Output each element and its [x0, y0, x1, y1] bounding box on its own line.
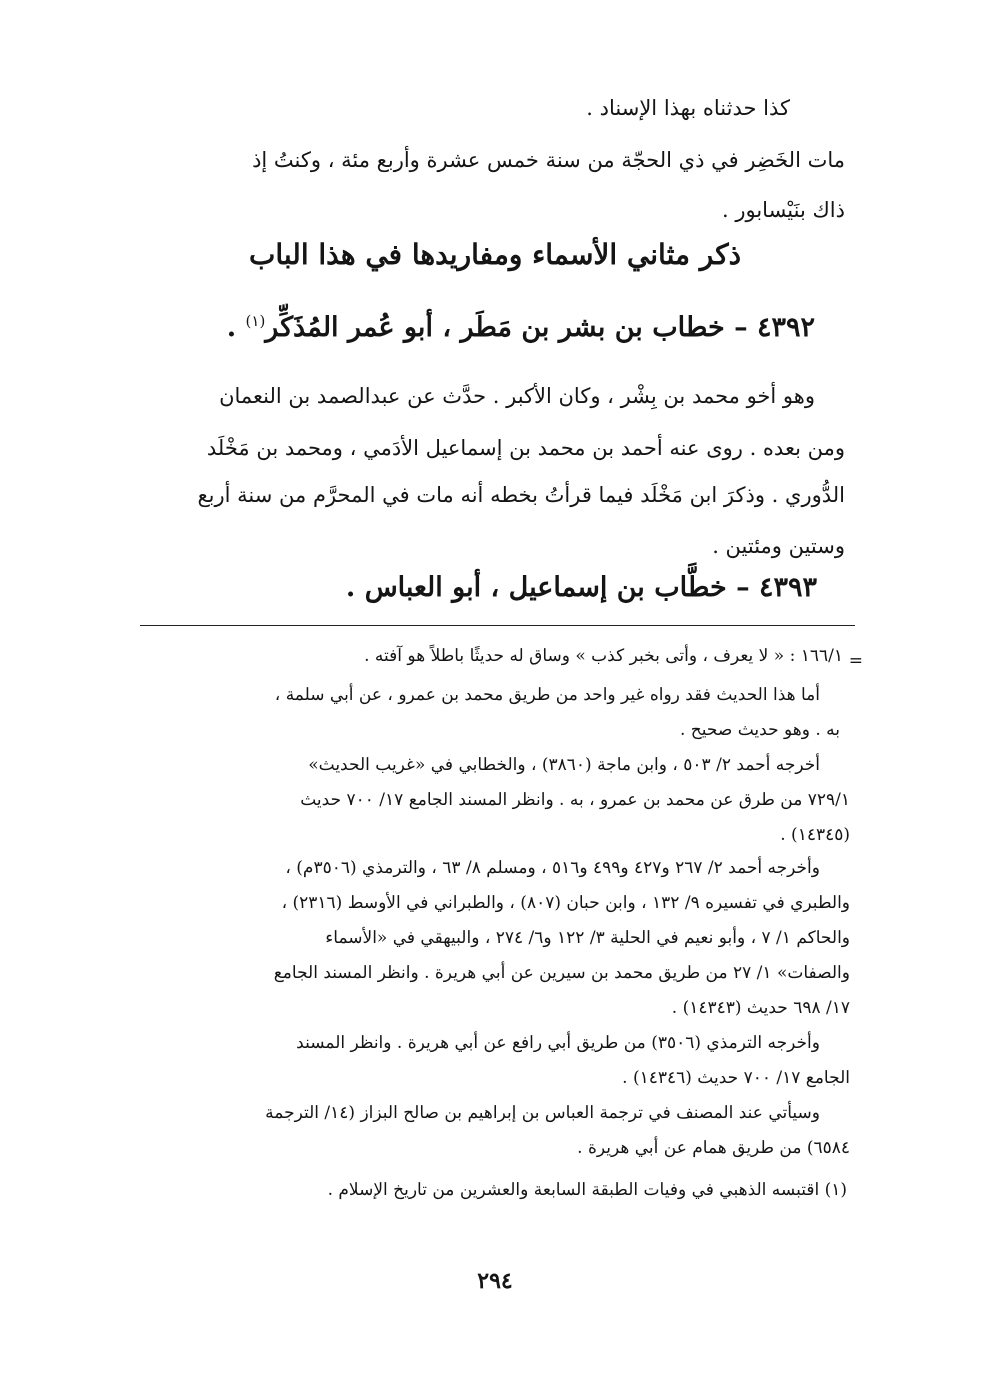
- footnote-line: (١) اقتبسه الذهبي في وفيات الطبقة السابعة والعشرين من تاريخ الإسلام .: [327, 1180, 847, 1200]
- footnote-ref: (١): [245, 312, 266, 330]
- text-line: وهو أخو محمد بن بِشْر ، وكان الأكبر . حدَّث عن عبدالصمد بن النعمان: [219, 384, 815, 408]
- entry-heading-4392: [227, 312, 815, 343]
- footnote-line: والصفات» ١/ ٢٧ من طريق محمد بن سيرين عن أبي هريرة . وانظر المسند الجامع: [273, 963, 850, 983]
- footnote-line: ٧٢٩/١ من طرق عن محمد بن عمرو ، به . وانظر المسند الجامع ١٧/ ٧٠٠ حديث: [300, 790, 850, 810]
- footnote-line: ١٦٦/١ : « لا يعرف ، وأتى بخبر كذب » وساق له حديثًا باطلاً هو آفته .: [364, 646, 843, 666]
- section-heading: ذكر مثاني الأسماء ومفاريدها في هذا الباب: [248, 238, 742, 271]
- text-line: وستين ومئتين .: [712, 534, 845, 558]
- continuation-marker: =: [848, 651, 863, 671]
- text-line: ذاك بنَيْسابور .: [721, 198, 845, 222]
- entry-title: ٤٣٩٢ – خطاب بن بشر بن مَطَر ، أبو عُمر المُذَكِّر: [265, 312, 815, 343]
- footnote-line: والحاكم ١/ ٧ ، وأبو نعيم في الحلية ٣/ ١٢٢ و٦/ ٢٧٤ ، والبيهقي في «الأسماء: [325, 928, 850, 948]
- footnote-line: أما هذا الحديث فقد رواه غير واحد من طريق محمد بن عمرو ، عن أبي سلمة ،: [274, 685, 820, 705]
- footnote-line: أخرجه أحمد ٢/ ٥٠٣ ، وابن ماجة (٣٨٦٠) ، والخطابي في «غريب الحديث»: [308, 755, 820, 775]
- footnote-line: الجامع ١٧/ ٧٠٠ حديث (١٤٣٤٦) .: [622, 1068, 850, 1088]
- footnote-line: ١٧/ ٦٩٨ حديث (١٤٣٤٣) .: [671, 998, 850, 1018]
- footnote-line: (١٤٣٤٥) .: [780, 825, 850, 845]
- text-line: ومن بعده . روى عنه أحمد بن محمد بن إسماعيل الأدَمي ، ومحمد بن مَخْلَد: [206, 436, 845, 460]
- text-line: الدُّوري . وذكرَ ابن مَخْلَد فيما قرأتُ بخطه أنه مات في المحرَّم من سنة أربع: [197, 483, 845, 507]
- footnote-line: وأخرجه أحمد ٢/ ٢٦٧ و٤٢٧ و٤٩٩ و٥١٦ ، ومسلم ٨/ ٦٣ ، والترمذي (٣٥٠٦م) ،: [285, 858, 820, 878]
- page-number: ٢٩٤: [477, 1268, 513, 1294]
- footnote-line: والطبري في تفسيره ٩/ ١٣٢ ، وابن حبان (٨٠٧) ، والطبراني في الأوسط (٢٣١٦) ،: [281, 893, 850, 913]
- footnote-line: وأخرجه الترمذي (٣٥٠٦) من طريق أبي رافع عن أبي هريرة . وانظر المسند: [296, 1033, 820, 1053]
- footnote-line: وسيأتي عند المصنف في ترجمة العباس بن إبراهيم بن صالح البزاز (١٤/ الترجمة: [265, 1103, 820, 1123]
- entry-heading-4393: ٤٣٩٣ – خطَّاب بن إسماعيل ، أبو العباس .: [345, 572, 817, 603]
- footnote-separator: [140, 625, 855, 626]
- entry-title-end: .: [226, 312, 246, 343]
- footnote-line: به . وهو حديث صحيح .: [680, 720, 840, 740]
- text-line: كذا حدثناه بهذا الإسناد .: [586, 96, 790, 120]
- footnote-line: ٦٥٨٤) من طريق همام عن أبي هريرة .: [577, 1138, 850, 1158]
- text-line: مات الخَضِر في ذي الحجّة من سنة خمس عشرة وأربع مئة ، وكنتُ إذ: [252, 148, 845, 172]
